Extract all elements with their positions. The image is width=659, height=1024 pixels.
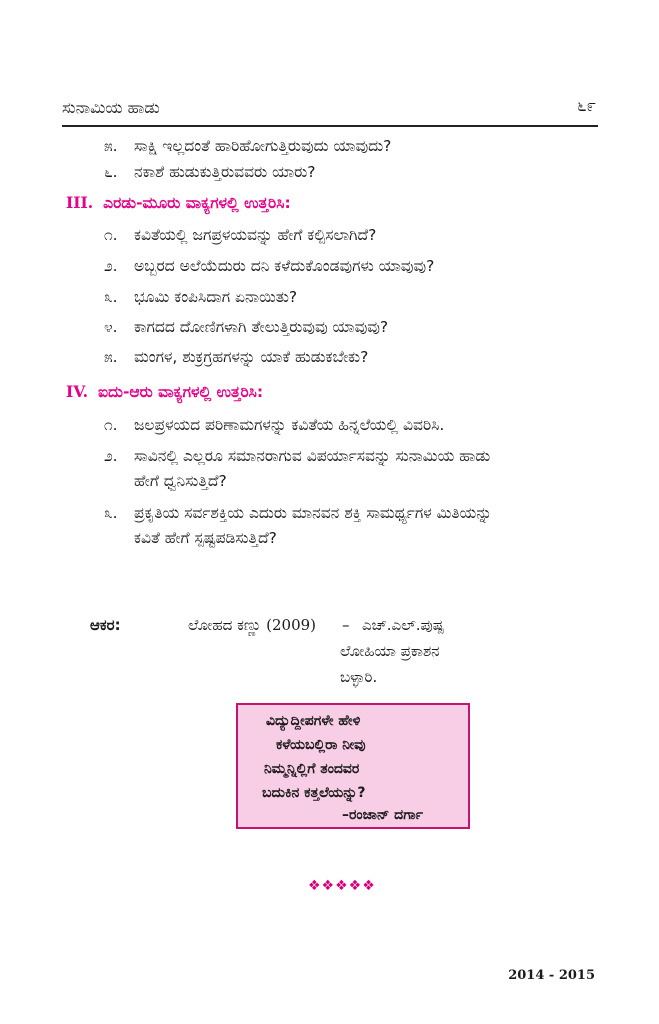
question-text: ಕಾಗದದ ದೋಣಿಗಳಾಗಿ ತೇಲುತ್ತಿರುವುವು ಯಾವುವು?: [134, 318, 389, 336]
section-roman-numeral: IV.: [66, 382, 88, 401]
footer-year: 2014 - 2015: [508, 968, 595, 983]
question-item: [104, 255, 594, 277]
question-item: [104, 346, 594, 368]
question-number: ೨.: [104, 257, 118, 275]
page-number: ೬೯: [576, 96, 596, 116]
question-text: ಮಂಗಳ, ಶುಕ್ರಗ್ರಹಗಳನ್ನು ಯಾಕೆ ಹುಡುಕಬೇಕು?: [134, 348, 369, 366]
source-place: ಬಳ್ಳಾರಿ.: [340, 668, 378, 686]
quote-box: [236, 703, 470, 829]
section-heading-text: ಎರಡು-ಮೂರು ವಾಕ್ಯಗಳಲ್ಲಿ ಉತ್ತರಿಸಿ:: [103, 194, 291, 212]
question-text: ಸಾಕ್ಷಿ ಇಲ್ಲದಂತೆ ಹಾರಿಹೋಗುತ್ತಿರುವುದು ಯಾವುದು?: [134, 137, 392, 155]
question-number: ೪.: [104, 318, 118, 336]
question-text: ಅಬ್ಬರದ ಅಲೆಯೆದುರು ದನಿ ಕಳೆದುಕೊಂಡವುಗಳು ಯಾವುವು?: [134, 257, 435, 275]
section-heading-3: [66, 193, 291, 213]
question-text-line-1: ಸಾವಿನಲ್ಲಿ ಎಲ್ಲರೂ ಸಮಾನರಾಗುವ ವಿಪರ್ಯಾಸವನ್ನು ಸುನಾಮಿಯ ಹಾಡು: [134, 447, 491, 465]
question-number: ೬.: [104, 163, 118, 181]
header-rule: [62, 125, 598, 127]
source-label: ಆಕರ:: [90, 616, 121, 634]
question-text-line-1: ಪ್ರಕೃತಿಯ ಸರ್ವಶಕ್ತಿಯ ಎದುರು ಮಾನವನ ಶಕ್ತಿ ಸಾಮರ್ಥ್ಯಗಳ ಮಿತಿಯನ್ನು: [134, 504, 492, 522]
question-text: ನಕಾಶೆ ಹುಡುಕುತ್ತಿರುವವರು ಯಾರು?: [134, 163, 316, 181]
running-title: ಸುನಾಮಿಯ ಹಾಡು: [62, 98, 160, 117]
section-heading-text: ಐದು-ಆರು ವಾಕ್ಯಗಳಲ್ಲಿ ಉತ್ತರಿಸಿ:: [97, 383, 264, 401]
quote-attribution: –ರಂಜಾನ್ ದರ್ಗಾ: [342, 807, 423, 823]
question-number: ೩.: [104, 504, 118, 522]
source-dash: –: [342, 616, 350, 634]
quote-line: ನಿಮ್ಮನ್ನಿಲ್ಲಿಗೆ ತಂದವರ: [264, 761, 360, 777]
quote-line: ಬದುಕಿನ ಕತ್ತಲೆಯನ್ನು?: [262, 785, 366, 801]
question-item: [104, 445, 594, 493]
question-item: [104, 502, 594, 550]
question-number: ೫.: [104, 137, 118, 155]
page-header: [62, 96, 598, 124]
source-author: ಎಚ್.ಎಲ್.ಪುಷ್ಪ: [362, 616, 445, 634]
quote-line: ಕಳೆಯಬಲ್ಲಿರಾ ನೀವು: [276, 737, 366, 753]
section-roman-numeral: III.: [66, 193, 94, 212]
question-number: ೨.: [104, 447, 118, 465]
question-text: ಭೂಮಿ ಕಂಪಿಸಿದಾಗ ಏನಾಯಿತು?: [134, 288, 298, 306]
source-book-title: ಲೋಹದ ಕಣ್ಣು: [188, 616, 262, 634]
source-year: (2009): [266, 616, 317, 634]
question-item: [104, 135, 594, 157]
question-item: [104, 316, 594, 338]
question-item: [104, 224, 594, 246]
question-number: ೧.: [104, 416, 118, 434]
question-text-line-2: ಹೇಗೆ ಧ್ವನಿಸುತ್ತಿದೆ?: [134, 472, 227, 490]
question-item: [104, 286, 594, 308]
source-book: [188, 616, 316, 634]
source-publisher: ಲೋಹಿಯಾ ಪ್ರಕಾಶನ: [340, 642, 440, 660]
question-text: ಜಲಪ್ರಳಯದ ಪರಿಣಾಮಗಳನ್ನು ಕವಿತೆಯ ಹಿನ್ನಲೆಯಲ್ಲಿ ವಿವರಿಸಿ.: [134, 416, 445, 434]
quote-line: ವಿದ್ಯುದ್ದೀಪಗಳೇ ಹೇಳಿ: [266, 713, 361, 729]
question-number: ೧.: [104, 226, 118, 244]
question-text: ಕವಿತೆಯಲ್ಲಿ ಜಗಪ್ರಳಯವನ್ನು ಹೇಗೆ ಕಲ್ಪಿಸಲಾಗಿದೆ?: [134, 226, 377, 244]
question-number: ೩.: [104, 288, 118, 306]
ornament-divider: ❖❖❖❖❖: [308, 878, 376, 894]
question-number: ೫.: [104, 348, 118, 366]
section-heading-4: [66, 382, 263, 402]
question-item: [104, 414, 594, 436]
source-citation: [90, 614, 550, 694]
question-item: [104, 161, 594, 183]
question-text-line-2: ಕವಿತೆ ಹೇಗೆ ಸ್ಪಷ್ಟಪಡಿಸುತ್ತಿದೆ?: [134, 529, 277, 547]
